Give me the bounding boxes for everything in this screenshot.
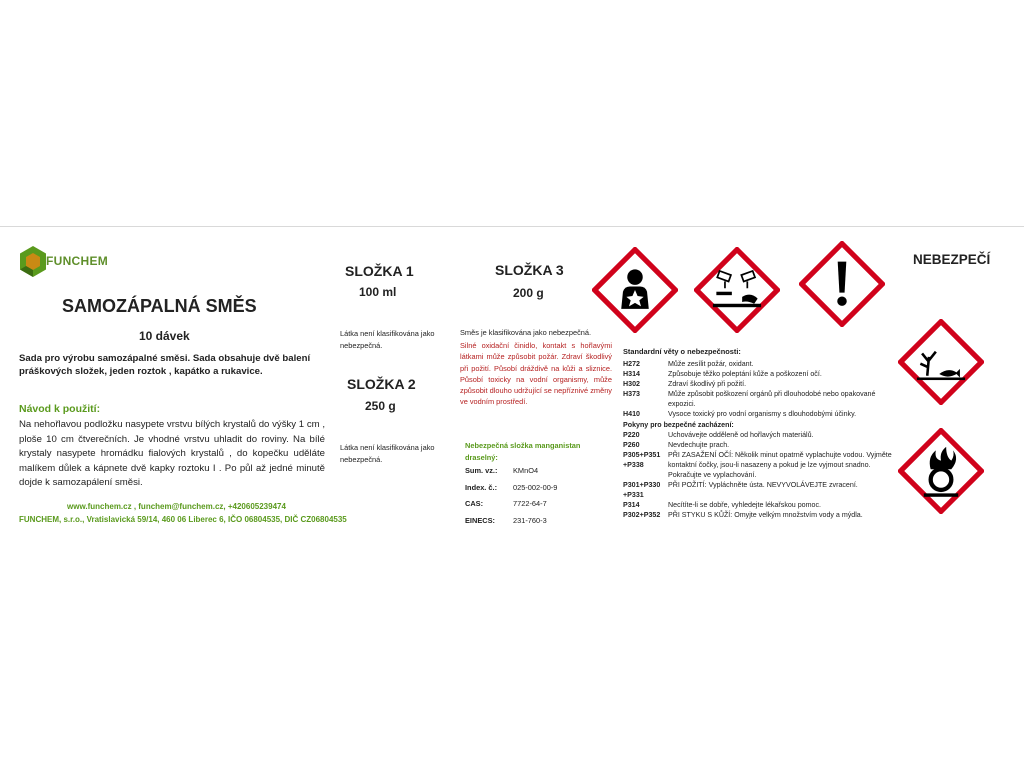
p-statement bbox=[623, 450, 903, 480]
brand-name: FUNCHEM bbox=[46, 254, 109, 268]
substance-value: 7722-64-7 bbox=[513, 499, 547, 508]
component-3-hazard-text: Silné oxidační činidlo, kontakt s hořlavými látkami může způsobit požár. Zdraví škodlivý při požití. Působí dráždivě na kůži a sliznice. Působí toxicky na vodní organismy, může způsobit dlouho udržující se nepříznivé změny ve vodním prostředí. bbox=[460, 341, 612, 407]
h-statement bbox=[623, 379, 903, 389]
signal-word: NEBEZPEČÍ bbox=[913, 252, 991, 267]
health-hazard-icon bbox=[592, 247, 678, 333]
company-address: FUNCHEM, s.r.o., Vratislavická 59/14, 460 06 Liberec 6, IČO 06804535, DIČ CZ06804535 bbox=[19, 515, 347, 524]
component-1-note: Látka není klasifikována jako nebezpečná. bbox=[340, 329, 435, 350]
statement-code: P314 bbox=[623, 501, 640, 509]
h-statement bbox=[623, 389, 903, 409]
corrosion-icon bbox=[694, 247, 780, 333]
statement-code: P301+P330 +P331 bbox=[623, 481, 661, 499]
statement-text: Může zesílit požár, oxidant. bbox=[668, 360, 754, 368]
oxidizer-icon bbox=[898, 428, 984, 514]
substance-table bbox=[465, 466, 557, 532]
p-statement bbox=[623, 500, 903, 510]
component-3-note: Směs je klasifikována jako nebezpečná. bbox=[460, 328, 592, 337]
p-statement bbox=[623, 480, 903, 500]
component-2-qty: 250 g bbox=[365, 399, 396, 413]
substance-key: EINECS: bbox=[465, 515, 495, 525]
statement-text: Vysoce toxický pro vodní organismy s dlouhodobými účinky. bbox=[668, 410, 857, 418]
p-statement bbox=[623, 440, 903, 450]
substance-key: Index. č.: bbox=[465, 482, 498, 492]
statement-code: P220 bbox=[623, 431, 640, 439]
substance-row bbox=[465, 499, 557, 516]
environment-icon bbox=[898, 319, 984, 405]
substance-value: 231-760-3 bbox=[513, 515, 547, 525]
component-1-qty: 100 ml bbox=[359, 285, 397, 299]
substance-key: Sum. vz.: bbox=[465, 466, 498, 475]
substance-key: CAS: bbox=[465, 499, 484, 508]
component-3-heading: SLOŽKA 3 bbox=[495, 262, 564, 278]
p-statements-heading: Pokyny pro bezpečné zacházení: bbox=[623, 421, 734, 429]
component-2-heading: SLOŽKA 2 bbox=[347, 376, 416, 392]
statement-text: Necítíte-li se dobře, vyhledejte lékařskou pomoc. bbox=[668, 501, 821, 509]
substance-row bbox=[465, 516, 557, 533]
statement-text: Zdraví škodlivý při požití. bbox=[668, 380, 747, 388]
product-title: SAMOZÁPALNÁ SMĚS bbox=[62, 296, 257, 316]
component-2-note: Látka není klasifikována jako nebezpečná. bbox=[340, 443, 435, 464]
statement-text: Nevdechujte prach. bbox=[668, 441, 730, 449]
substance-row bbox=[465, 466, 557, 483]
statement-text: PŘI ZASAŽENÍ OČÍ: Několik minut opatrně vyplachujte vodou. Vyjměte kontaktní čočky, jsou-li nasazeny a pokud je lze vyjmout snadno. Pokračujte ve vyplachování. bbox=[668, 451, 892, 479]
statement-code: P260 bbox=[623, 441, 640, 449]
component-3-qty: 200 g bbox=[513, 286, 544, 300]
statement-code: H373 bbox=[623, 390, 640, 398]
statement-code: H302 bbox=[623, 380, 640, 388]
substance-value: 025-002-00-9 bbox=[513, 482, 558, 492]
statement-text: PŘI STYKU S KŮŽÍ: Omyjte velkým množstvím vody a mýdla. bbox=[668, 511, 863, 519]
statement-code: H314 bbox=[623, 370, 640, 378]
p-statement bbox=[623, 430, 903, 440]
p-statement bbox=[623, 510, 903, 520]
h-statement bbox=[623, 369, 903, 379]
contact-line: www.funchem.cz , funchem@funchem.cz, +420605239474 bbox=[67, 502, 286, 511]
statement-code: P302+P352 bbox=[623, 511, 661, 519]
usage-heading: Návod k použití: bbox=[19, 403, 101, 415]
statement-text: Způsobuje těžko poleptání kůže a poškození očí. bbox=[668, 370, 822, 378]
h-statements-heading: Standardní věty o nebezpečnosti: bbox=[623, 347, 741, 356]
statement-text: Uchovávejte odděleně od hořlavých materiálů. bbox=[668, 431, 814, 439]
usage-text: Na nehořlavou podložku nasypete vrstvu bílých krystalů do výšky 1 cm , ploše 10 cm čtverečních. Je vhodné vrstvu uhladit do roviny. Na bílé krystaly nasypete hromádku fialových krystalů , do kopečku uděláte malíkem důlek a kápnete dvě kapky roztoku I . Po půl až jedné minutě dojde k samozapálení směsi. bbox=[19, 419, 325, 488]
product-description: Sada pro výrobu samozápalné směsi. Sada obsahuje dvě balení práškových složek, jeden roztok , kapátko a rukavice. bbox=[19, 353, 311, 377]
substance-row bbox=[465, 483, 557, 500]
h-statement bbox=[623, 359, 903, 369]
hazard-statements bbox=[623, 359, 903, 520]
statement-code: H272 bbox=[623, 360, 640, 368]
hexagon-logo-icon bbox=[18, 245, 48, 279]
substance-value: KMnO4 bbox=[513, 466, 539, 475]
component-1-heading: SLOŽKA 1 bbox=[345, 263, 414, 279]
exclamation-icon bbox=[799, 241, 885, 327]
funchem-logo bbox=[18, 245, 138, 279]
hazardous-substance-heading: Nebezpečná složka manganistan draselný: bbox=[465, 441, 581, 462]
statement-text: PŘI POŽITÍ: Vypláchněte ústa. NEVYVOLÁVEJTE zvracení. bbox=[668, 481, 858, 489]
doses-count: 10 dávek bbox=[139, 329, 190, 343]
statement-code: H410 bbox=[623, 410, 640, 418]
h-statement bbox=[623, 409, 903, 419]
statement-text: Může způsobit poškození orgánů při dlouhodobé nebo opakované expozici. bbox=[668, 390, 876, 408]
statement-code: P305+P351 +P338 bbox=[623, 451, 661, 469]
